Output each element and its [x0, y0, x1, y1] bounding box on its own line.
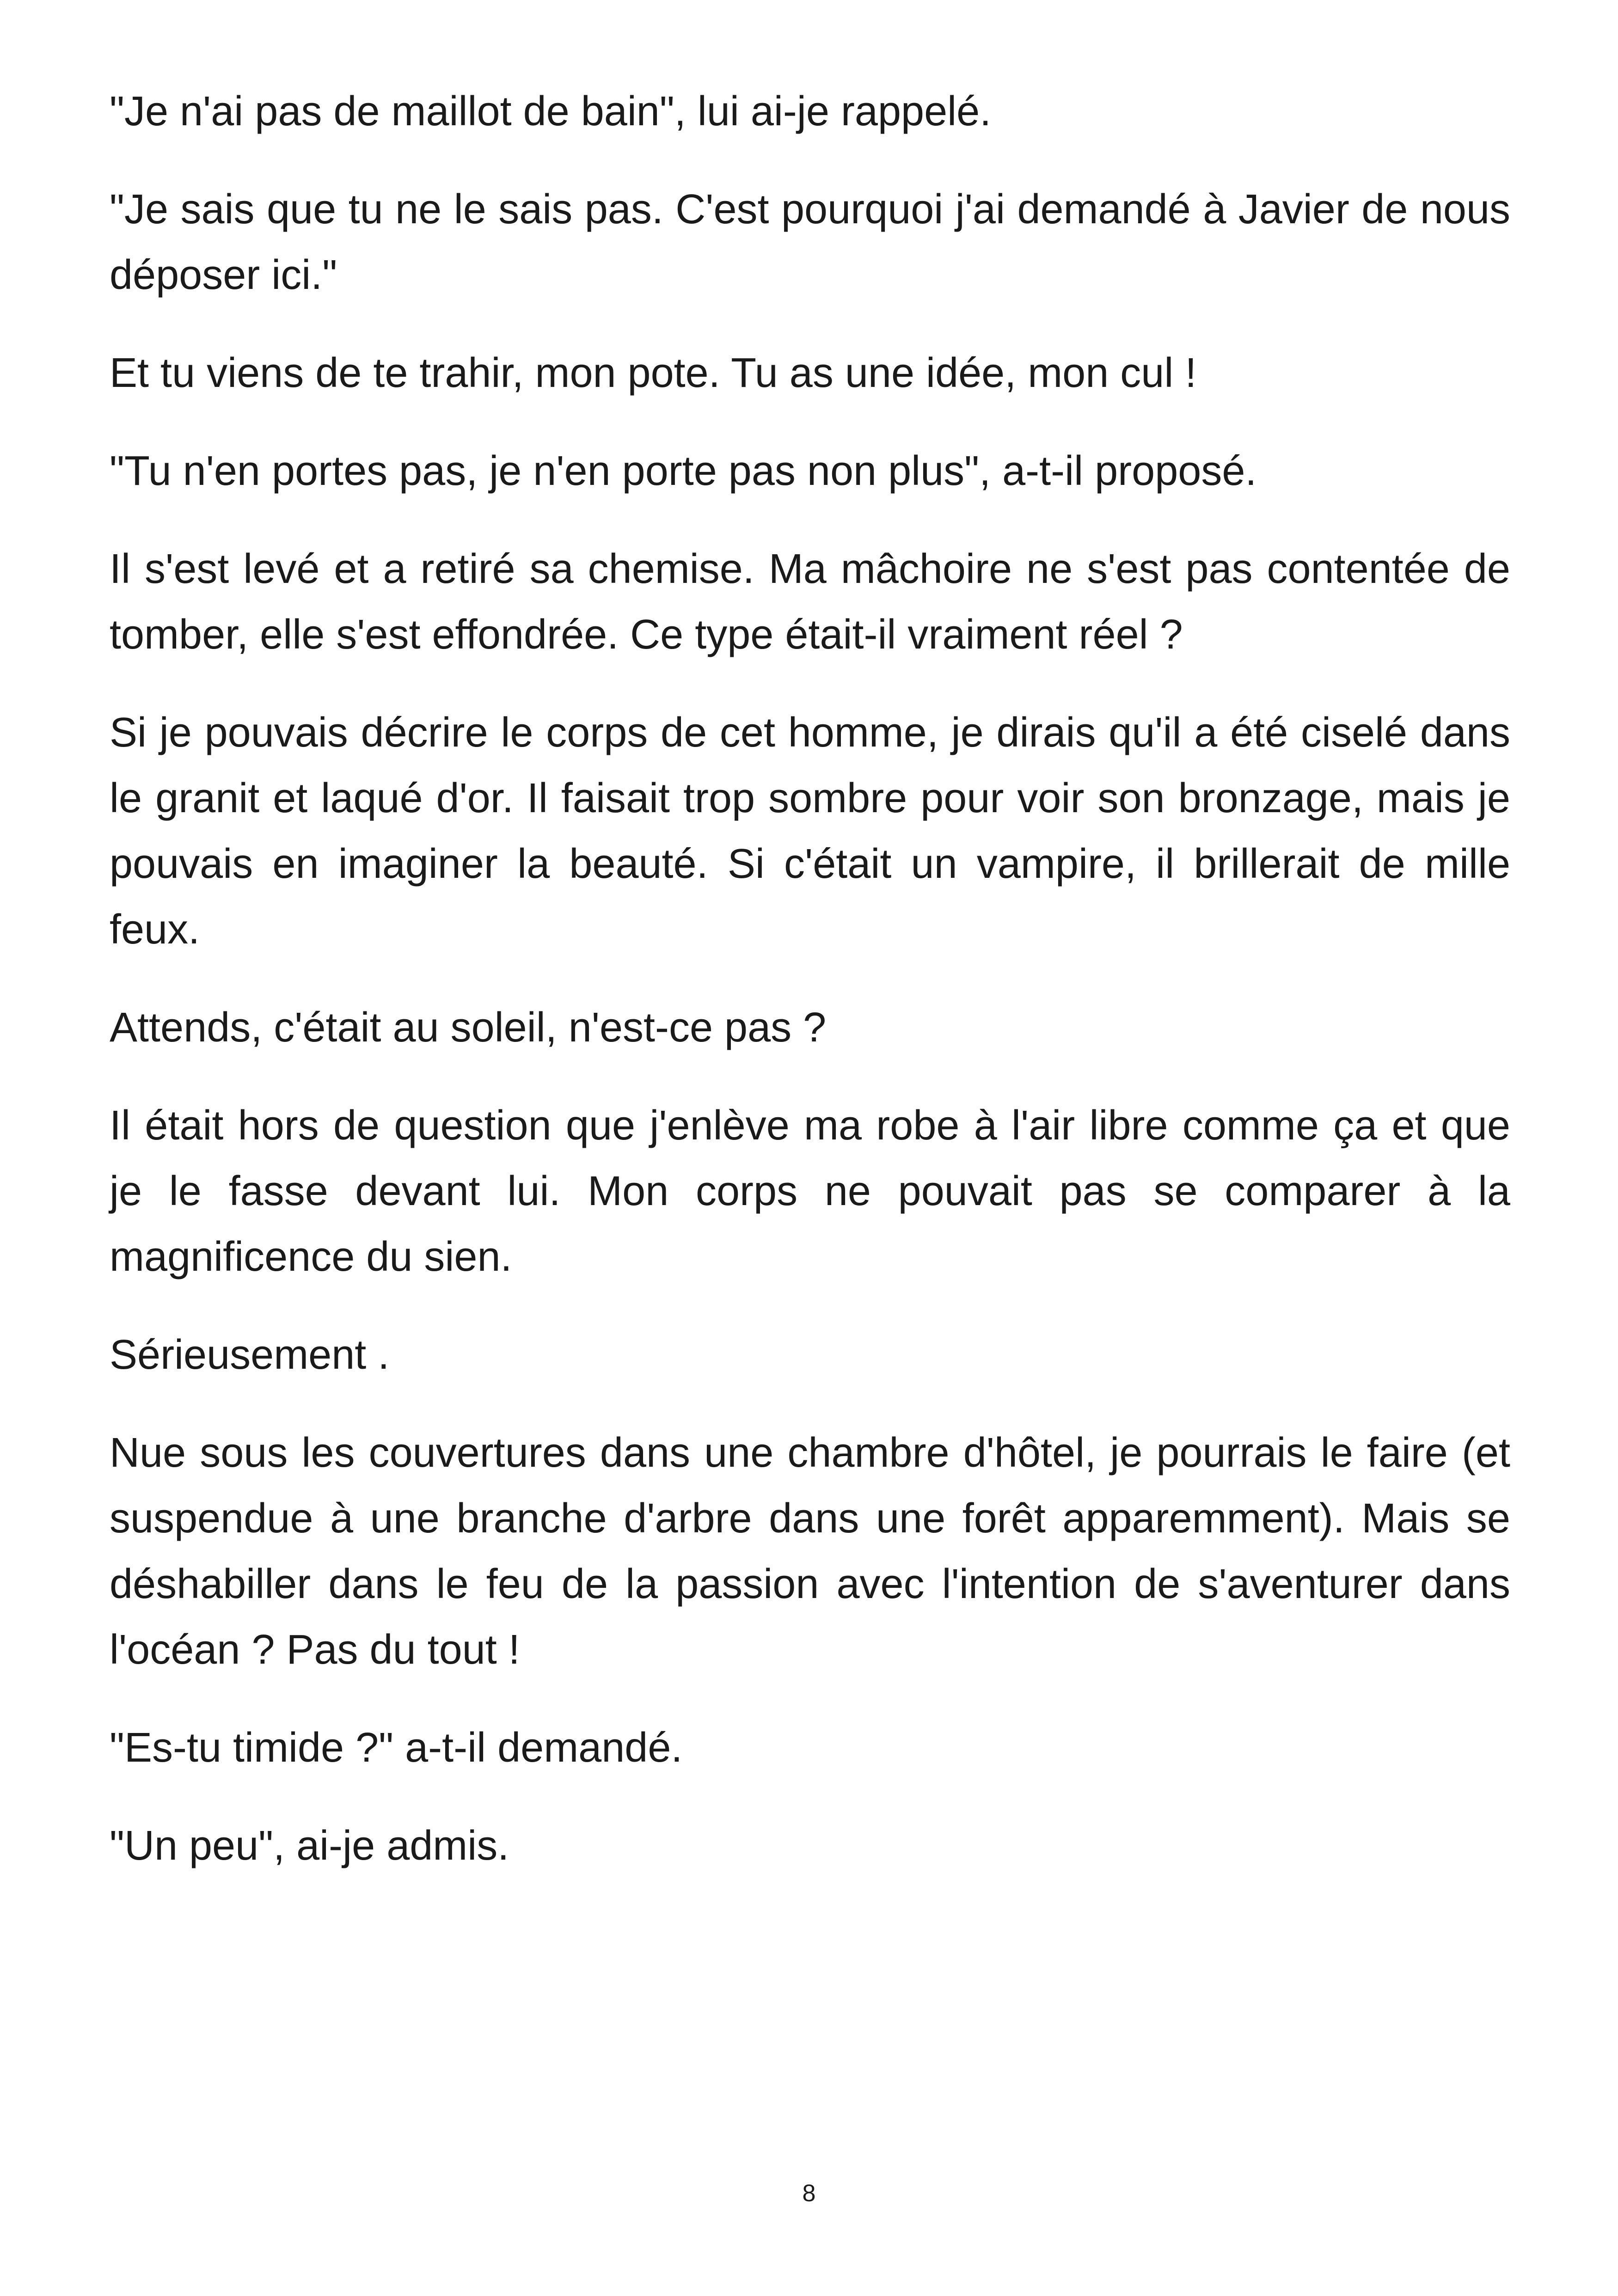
paragraph: Sérieusement . — [110, 1332, 390, 1378]
paragraph: "Un peu", ai-je admis. — [110, 1823, 509, 1869]
page-number: 8 — [802, 2180, 816, 2207]
paragraph: "Es-tu timide ?" a-t-il demandé. — [110, 1725, 683, 1771]
paragraph: Et tu viens de te trahir, mon pote. Tu as une idée, mon cul ! — [110, 350, 1197, 396]
document-body — [110, 79, 1510, 1911]
paragraph: Attends, c'était au soleil, n'est-ce pas ? — [110, 1004, 827, 1051]
paragraph: Il était hors de question que j'enlève ma robe à l'air libre comme ça et que je le fasse devant lui. Mon corps ne pouvait pas se comparer à la magnificence du sien. — [110, 1102, 1510, 1280]
paragraph: "Tu n'en portes pas, je n'en porte pas non plus", a-t-il proposé. — [110, 448, 1257, 494]
paragraph: Il s'est levé et a retiré sa chemise. Ma mâchoire ne s'est pas contentée de tomber, elle s'est effondrée. Ce type était-il vraiment réel ? — [110, 546, 1510, 658]
paragraph: "Je sais que tu ne le sais pas. C'est pourquoi j'ai demandé à Javier de nous déposer ici." — [110, 186, 1510, 298]
paragraph: Nue sous les couvertures dans une chambre d'hôtel, je pourrais le faire (et suspendue à une branche d'arbre dans une forêt apparemment). Mais se déshabiller dans le feu de la passion avec l'intention de s'aventurer dans l'océan ? Pas du tout ! — [110, 1430, 1510, 1673]
paragraph: Si je pouvais décrire le corps de cet homme, je dirais qu'il a été ciselé dans le granit et laqué d'or. Il faisait trop sombre pour voir son bronzage, mais je pouvais en imaginer la beauté. Si c'était un vampire, il brillerait de mille feux. — [110, 710, 1510, 953]
paragraph: "Je n'ai pas de maillot de bain", lui ai-je rappelé. — [110, 88, 992, 135]
